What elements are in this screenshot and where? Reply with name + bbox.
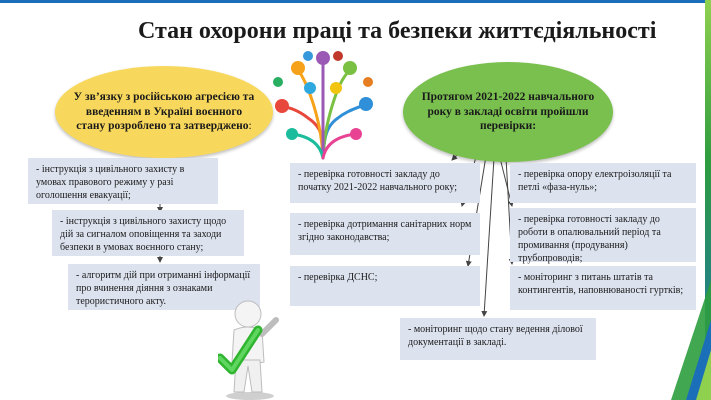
person-with-checkmark-icon <box>218 296 288 400</box>
right-oval <box>403 62 613 162</box>
right-oval-text: Протягом 2021-2022 навчального року в закладі освіти пройшли перевірки: <box>421 91 595 133</box>
left-item-evacuation: - інструкція з цивільного захисту в умовах правового режиму у разі оголошення евакуації; <box>28 158 218 204</box>
left-oval-suffix: : <box>248 120 252 133</box>
bottom-item-documentation: - моніторинг щодо стану ведення ділової документації в закладі. <box>400 318 596 360</box>
left-oval <box>55 66 273 158</box>
middle-item-sanitary: - перевірка дотримання санітарних норм згідно законодавства; <box>290 213 480 255</box>
right-item-heating: - перевірка готовності закладу до роботи в опалювальний період та промивання (продування) трубопроводів; <box>510 208 696 262</box>
right-item-staff-monitoring: - моніторинг з питань штатів та контингентів, наповнюваності гуртків; <box>510 266 696 310</box>
left-oval-text: У зв’язку з російською агресією та введенням в Україні воєнного стану розроблено та затверджено <box>73 91 255 133</box>
page-title: Стан охорони праці та безпеки життєдіяльності <box>138 18 657 44</box>
middle-item-readiness: - перевірка готовності закладу до початку 2021-2022 навчального року; <box>290 163 480 203</box>
middle-item-dsns: - перевірка ДСНС; <box>290 266 480 306</box>
left-item-terror-algorithm: - алгоритм дій при отриманні інформації про вчинення діяння з ознаками терористичного акту. <box>68 264 260 310</box>
left-item-alert-signal: - інструкція з цивільного захисту щодо дій за сигналом оповіщення та заходи безпеки в умовах воєнного стану; <box>52 210 244 256</box>
right-item-insulation: - перевірка опору електроізоляції та петлі «фаза-нуль»; <box>510 163 696 203</box>
